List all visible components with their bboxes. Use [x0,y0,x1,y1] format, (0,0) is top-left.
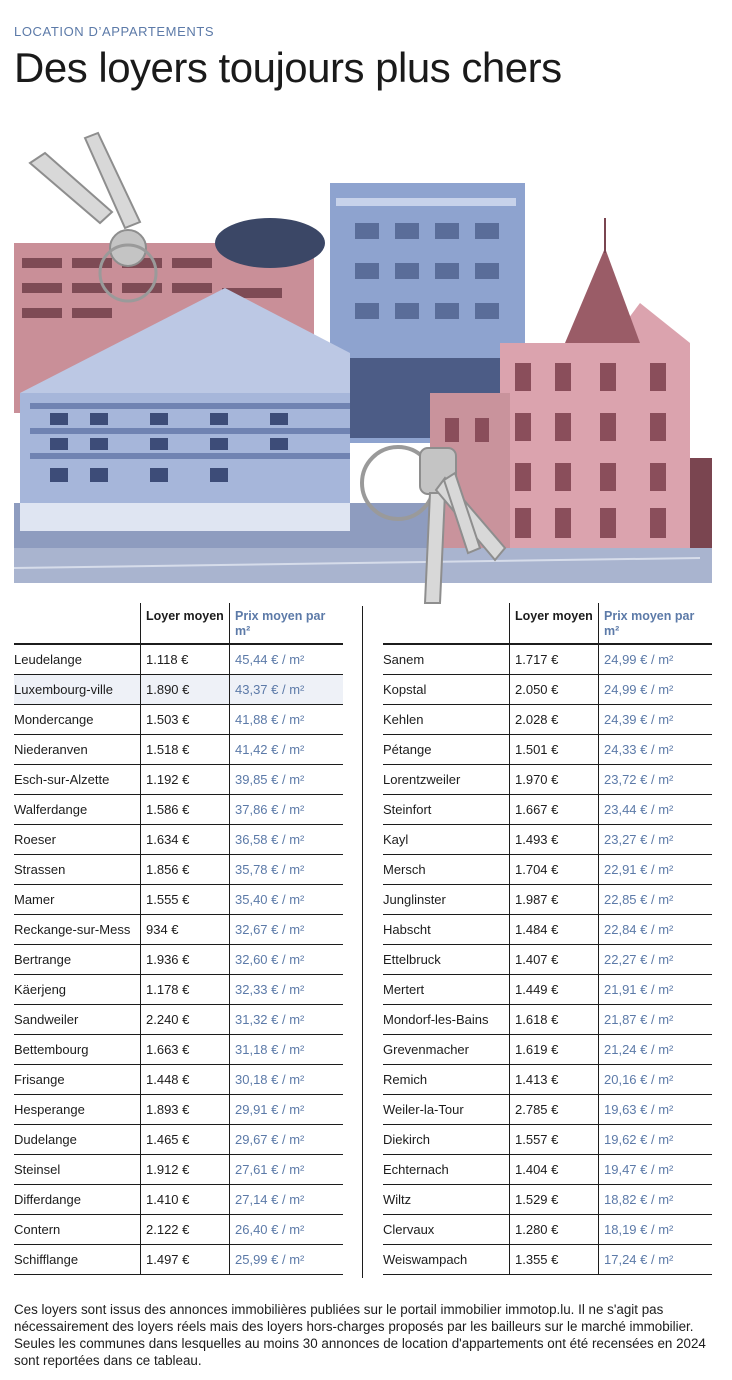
loyer-cell: 1.586 € [141,795,230,825]
prix-cell: 31,32 € / m² [230,1005,344,1035]
table-row [14,1245,343,1275]
loyer-cell: 2.122 € [141,1215,230,1245]
prix-cell: 29,67 € / m² [230,1125,344,1155]
table-row [14,705,343,735]
prix-cell: 23,44 € / m² [599,795,713,825]
loyer-cell: 1.987 € [510,885,599,915]
prix-cell: 29,91 € / m² [230,1095,344,1125]
header-commune [14,603,141,644]
table-row [14,735,343,765]
table-row [14,885,343,915]
loyer-cell: 1.413 € [510,1065,599,1095]
header-commune [383,603,510,644]
prix-cell: 19,63 € / m² [599,1095,713,1125]
commune-cell: Mertert [383,975,510,1005]
table-row-highlighted [14,675,343,705]
table-row [14,915,343,945]
loyer-cell: 1.407 € [510,945,599,975]
table-row [383,735,712,765]
commune-cell: Käerjeng [14,975,141,1005]
table-row [383,825,712,855]
prix-cell: 22,85 € / m² [599,885,713,915]
loyer-cell: 2.028 € [510,705,599,735]
table-row [383,1095,712,1125]
table-row [14,644,343,675]
prix-cell: 32,33 € / m² [230,975,344,1005]
commune-cell: Steinfort [383,795,510,825]
loyer-cell: 1.936 € [141,945,230,975]
commune-cell: Hesperange [14,1095,141,1125]
commune-cell: Mondorf-les-Bains [383,1005,510,1035]
commune-cell: Sanem [383,644,510,675]
prix-cell: 32,60 € / m² [230,945,344,975]
commune-cell: Differdange [14,1185,141,1215]
loyer-cell: 1.667 € [510,795,599,825]
commune-cell: Frisange [14,1065,141,1095]
loyer-cell: 1.518 € [141,735,230,765]
commune-cell: Reckange-sur-Mess [14,915,141,945]
loyer-cell: 1.618 € [510,1005,599,1035]
loyer-cell: 1.663 € [141,1035,230,1065]
commune-cell: Echternach [383,1155,510,1185]
loyer-cell: 1.449 € [510,975,599,1005]
loyer-cell: 1.501 € [510,735,599,765]
loyer-cell: 1.912 € [141,1155,230,1185]
table-row [14,1065,343,1095]
loyer-cell: 1.178 € [141,975,230,1005]
loyer-cell: 934 € [141,915,230,945]
table-row [383,765,712,795]
prix-cell: 21,91 € / m² [599,975,713,1005]
loyer-cell: 1.893 € [141,1095,230,1125]
table-row [14,1215,343,1245]
loyer-cell: 1.410 € [141,1185,230,1215]
loyer-cell: 2.785 € [510,1095,599,1125]
commune-cell: Strassen [14,855,141,885]
prix-cell: 24,39 € / m² [599,705,713,735]
prix-cell: 18,19 € / m² [599,1215,713,1245]
table-row [383,915,712,945]
table-row [383,1125,712,1155]
prix-cell: 43,37 € / m² [230,675,344,705]
prix-cell: 27,14 € / m² [230,1185,344,1215]
commune-cell: Schifflange [14,1245,141,1275]
page-title: Des loyers toujours plus chers [14,44,562,91]
header-prix: Prix moyen par m² [230,603,344,644]
rent-table-left [14,603,343,1275]
table-row [14,795,343,825]
table-row [383,1005,712,1035]
commune-cell: Sandweiler [14,1005,141,1035]
prix-cell: 45,44 € / m² [230,644,344,675]
loyer-cell: 1.717 € [510,644,599,675]
table-row [383,1245,712,1275]
commune-cell: Mersch [383,855,510,885]
header-loyer: Loyer moyen [510,603,599,644]
prix-cell: 21,87 € / m² [599,1005,713,1035]
prix-cell: 19,47 € / m² [599,1155,713,1185]
prix-cell: 23,27 € / m² [599,825,713,855]
table-row [383,644,712,675]
commune-cell: Diekirch [383,1125,510,1155]
prix-cell: 37,86 € / m² [230,795,344,825]
commune-cell: Mondercange [14,705,141,735]
commune-cell: Remich [383,1065,510,1095]
loyer-cell: 1.497 € [141,1245,230,1275]
loyer-cell: 1.856 € [141,855,230,885]
loyer-cell: 1.555 € [141,885,230,915]
prix-cell: 25,99 € / m² [230,1245,344,1275]
commune-cell: Dudelange [14,1125,141,1155]
commune-cell: Luxembourg-ville [14,675,141,705]
commune-cell: Weiler-la-Tour [383,1095,510,1125]
prix-cell: 26,40 € / m² [230,1215,344,1245]
loyer-cell: 2.050 € [510,675,599,705]
prix-cell: 35,40 € / m² [230,885,344,915]
loyer-cell: 1.970 € [510,765,599,795]
loyer-cell: 1.280 € [510,1215,599,1245]
prix-cell: 41,88 € / m² [230,705,344,735]
commune-cell: Grevenmacher [383,1035,510,1065]
loyer-cell: 1.484 € [510,915,599,945]
prix-cell: 19,62 € / m² [599,1125,713,1155]
prix-cell: 23,72 € / m² [599,765,713,795]
loyer-cell: 1.634 € [141,825,230,855]
table-row [14,1095,343,1125]
commune-cell: Pétange [383,735,510,765]
commune-cell: Steinsel [14,1155,141,1185]
loyer-cell: 1.503 € [141,705,230,735]
table-header-row [14,603,343,644]
commune-cell: Junglinster [383,885,510,915]
table-row [383,705,712,735]
table-row [383,1035,712,1065]
prix-cell: 24,33 € / m² [599,735,713,765]
prix-cell: 32,67 € / m² [230,915,344,945]
commune-cell: Clervaux [383,1215,510,1245]
commune-cell: Wiltz [383,1185,510,1215]
table-row [14,1125,343,1155]
commune-cell: Lorentzweiler [383,765,510,795]
table-row [14,1005,343,1035]
loyer-cell: 1.619 € [510,1035,599,1065]
loyer-cell: 1.404 € [510,1155,599,1185]
prix-cell: 22,84 € / m² [599,915,713,945]
loyer-cell: 1.493 € [510,825,599,855]
table-row [14,1185,343,1215]
table-header-row [383,603,712,644]
table-row [383,795,712,825]
loyer-cell: 1.448 € [141,1065,230,1095]
commune-cell: Esch-sur-Alzette [14,765,141,795]
prix-cell: 30,18 € / m² [230,1065,344,1095]
table-row [383,885,712,915]
commune-cell: Kopstal [383,675,510,705]
commune-cell: Kayl [383,825,510,855]
commune-cell: Kehlen [383,705,510,735]
prix-cell: 31,18 € / m² [230,1035,344,1065]
table-row [383,945,712,975]
prix-cell: 24,99 € / m² [599,644,713,675]
loyer-cell: 2.240 € [141,1005,230,1035]
loyer-cell: 1.192 € [141,765,230,795]
kicker: LOCATION D’APPARTEMENTS [14,24,215,39]
table-row [14,975,343,1005]
table-row [14,945,343,975]
loyer-cell: 1.118 € [141,644,230,675]
loyer-cell: 1.890 € [141,675,230,705]
table-row [14,825,343,855]
rent-table-right [383,603,712,1275]
column-divider [362,606,363,1278]
prix-cell: 24,99 € / m² [599,675,713,705]
table-row [383,675,712,705]
header-loyer: Loyer moyen [141,603,230,644]
table-row [14,855,343,885]
table-row [14,765,343,795]
table-row [383,1185,712,1215]
commune-cell: Ettelbruck [383,945,510,975]
prix-cell: 17,24 € / m² [599,1245,713,1275]
source-note: Ces loyers sont issus des annonces immobilières publiées sur le portail immobilier immotop.lu. Il ne s'agit pas nécessairement des loyers réels mais des loyers hors-charges proposés par les bailleurs sur le marché immobilier. Seules les communes dans lesquelles au moins 30 annonces de location d'appartements ont été recensées en 2024 sont reportées dans ce tableau. [14,1302,706,1368]
prix-cell: 20,16 € / m² [599,1065,713,1095]
prix-cell: 22,27 € / m² [599,945,713,975]
buildings-keys-illustration [0,128,732,613]
prix-cell: 18,82 € / m² [599,1185,713,1215]
loyer-cell: 1.529 € [510,1185,599,1215]
commune-cell: Weiswampach [383,1245,510,1275]
prix-cell: 21,24 € / m² [599,1035,713,1065]
commune-cell: Contern [14,1215,141,1245]
prix-cell: 27,61 € / m² [230,1155,344,1185]
prix-cell: 39,85 € / m² [230,765,344,795]
prix-cell: 22,91 € / m² [599,855,713,885]
prix-cell: 35,78 € / m² [230,855,344,885]
table-row [14,1155,343,1185]
header-prix: Prix moyen par m² [599,603,713,644]
table-row [383,1065,712,1095]
table-row [383,1215,712,1245]
prix-cell: 36,58 € / m² [230,825,344,855]
commune-cell: Habscht [383,915,510,945]
loyer-cell: 1.355 € [510,1245,599,1275]
table-row [14,1035,343,1065]
commune-cell: Mamer [14,885,141,915]
prix-cell: 41,42 € / m² [230,735,344,765]
loyer-cell: 1.465 € [141,1125,230,1155]
commune-cell: Walferdange [14,795,141,825]
commune-cell: Roeser [14,825,141,855]
commune-cell: Bettembourg [14,1035,141,1065]
table-row [383,975,712,1005]
commune-cell: Niederanven [14,735,141,765]
commune-cell: Leudelange [14,644,141,675]
loyer-cell: 1.557 € [510,1125,599,1155]
commune-cell: Bertrange [14,945,141,975]
loyer-cell: 1.704 € [510,855,599,885]
table-row [383,1155,712,1185]
table-row [383,855,712,885]
